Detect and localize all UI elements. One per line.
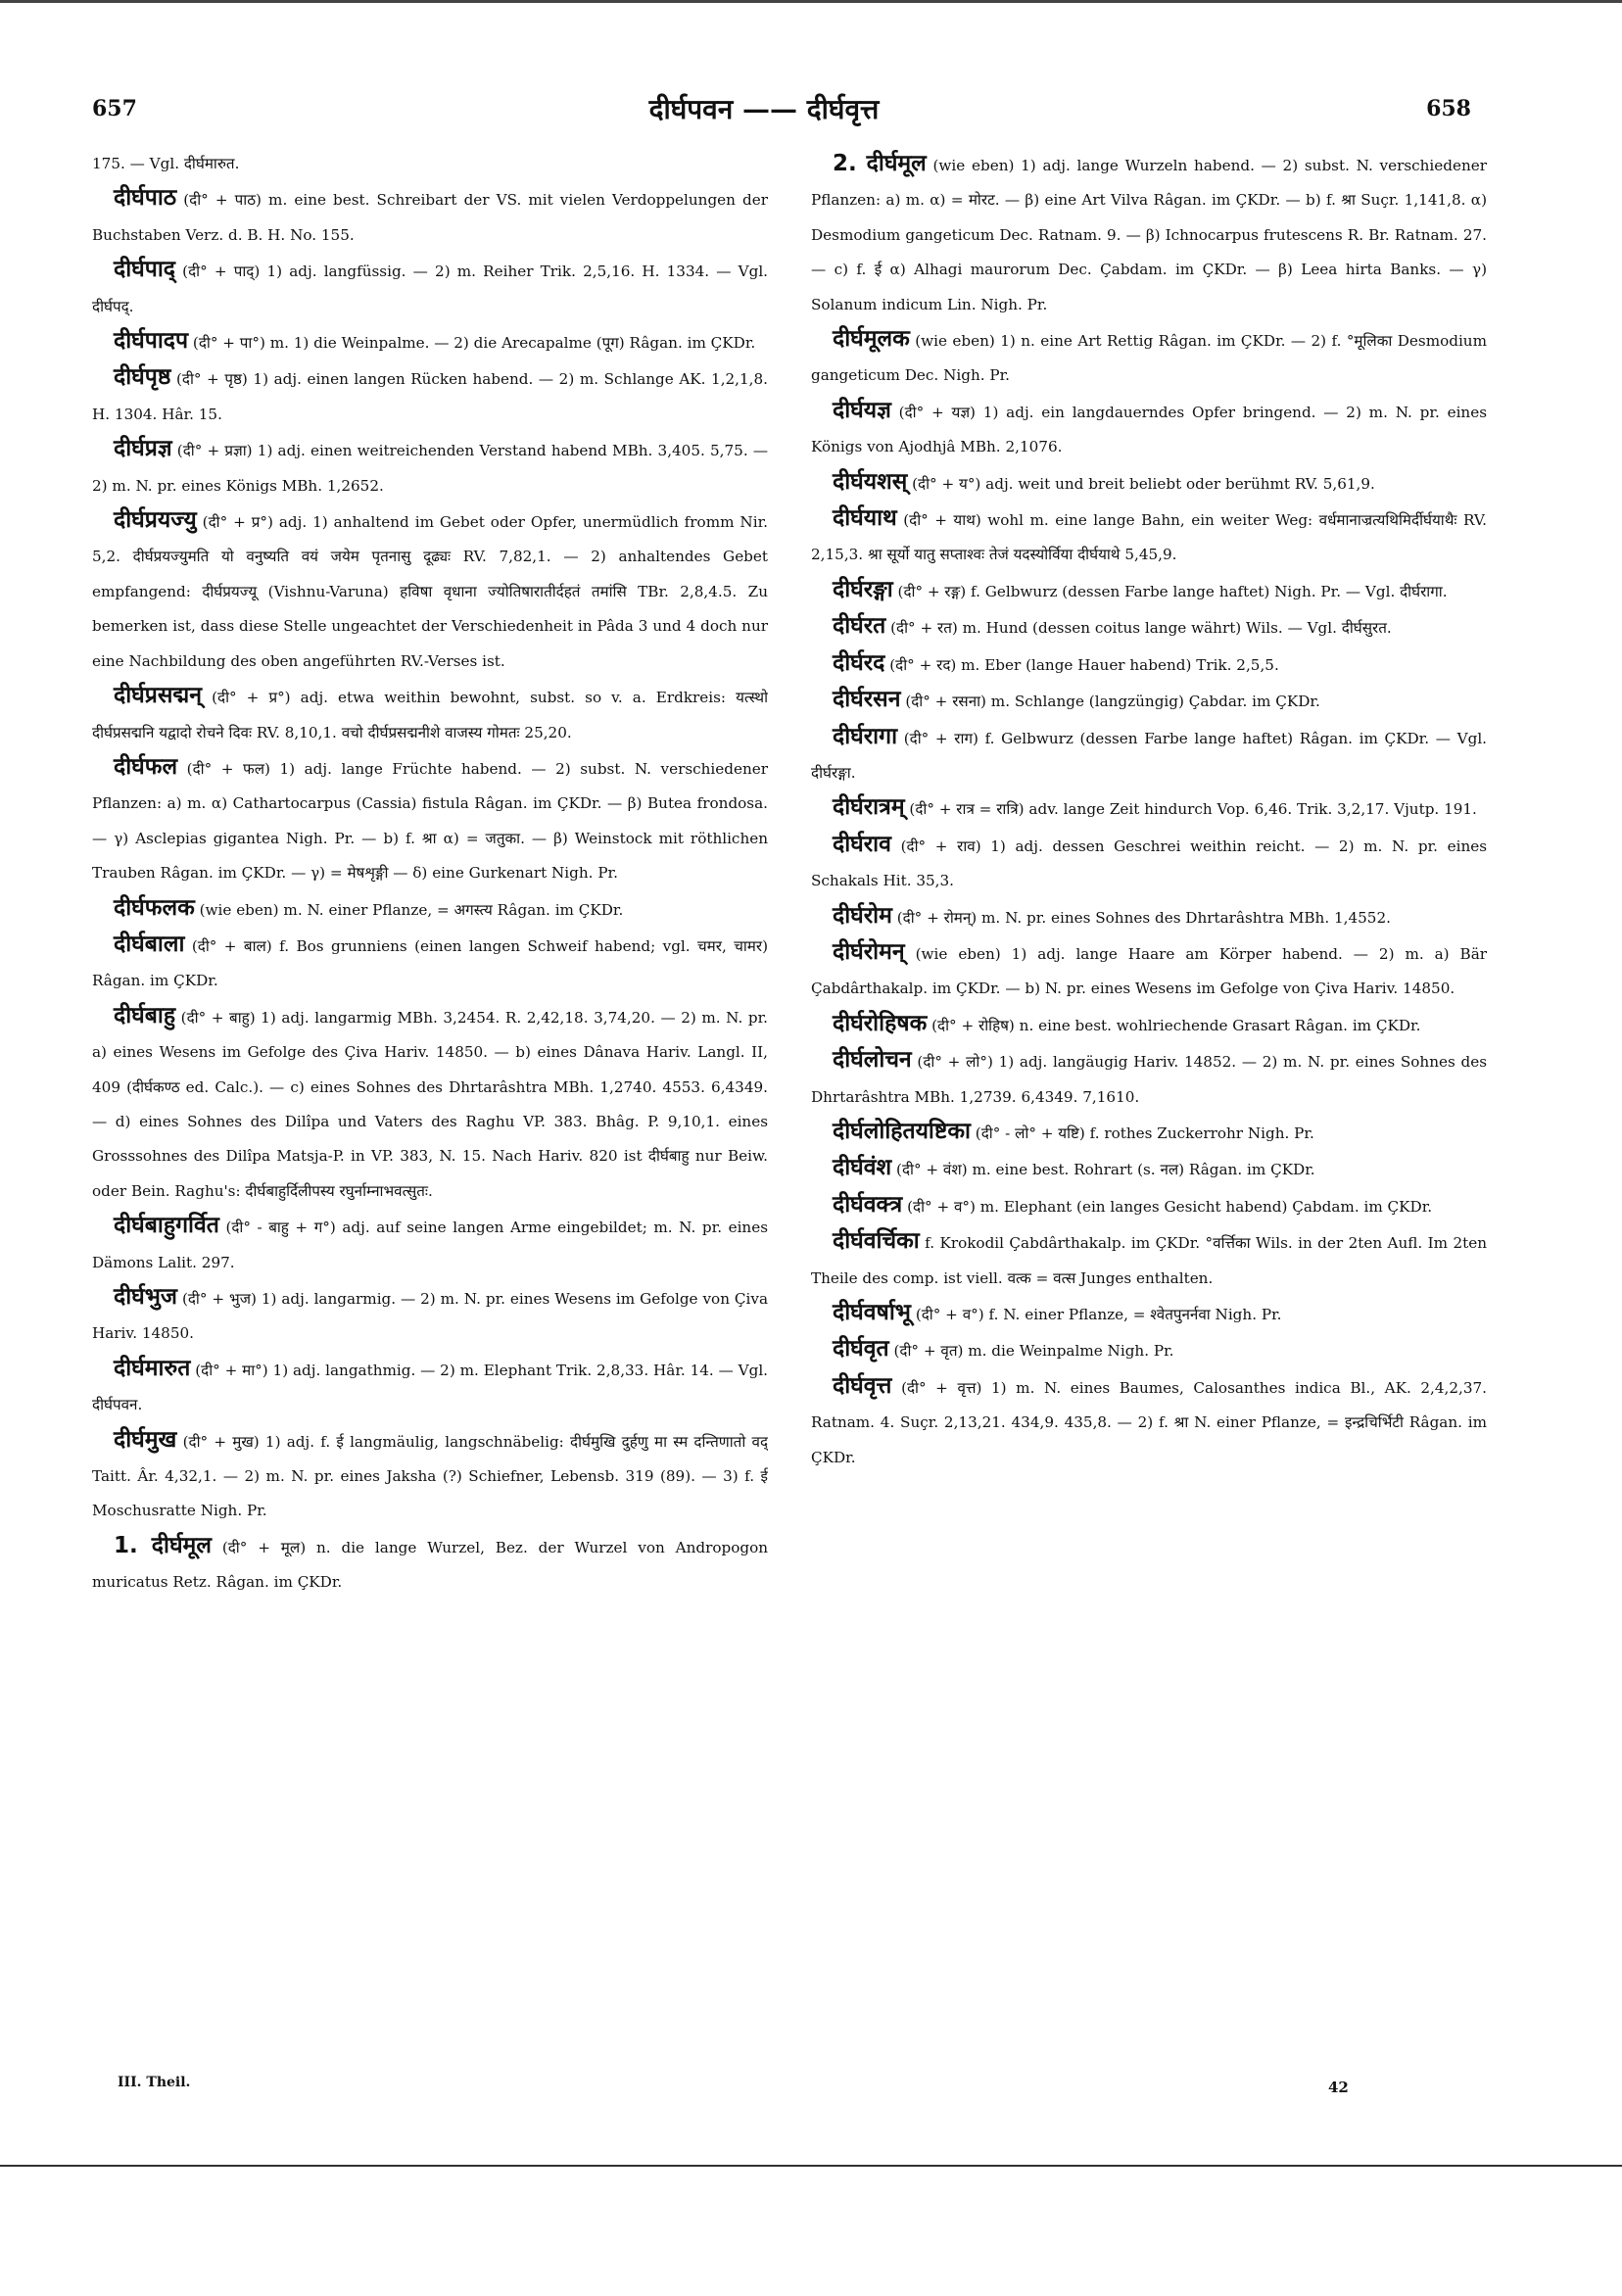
entry-headword: दीर्घरोहिषक <box>833 1010 928 1036</box>
entry-text: (दी° + व°) f. N. einer Pflanze, = श्वेतपुनर्नवा Nigh. Pr. <box>915 1306 1282 1323</box>
running-header: दीर्घपवन —— दीर्घवृत्त <box>648 93 880 125</box>
dictionary-entry <box>92 1423 768 1529</box>
entry-text: f. Krokodil Çabdârthakalp. im ÇKDr. °वर्त्तिका Wils. in der 2ten Aufl. Im 2ten Theile des comp. ist viell. वत्क = वत्स Junges enthalten. <box>811 1234 1487 1287</box>
entry-headword: दीर्घपाद् <box>114 257 175 283</box>
entry-text: (दी° - लो° + यष्टि) f. rothes Zuckerrohr Nigh. Pr. <box>975 1124 1314 1142</box>
entry-text: (दी° + रात्र = रात्रि) adv. lange Zeit hindurch Vop. 6,46. Trik. 3,2,17. Vjutp. 191. <box>909 800 1477 819</box>
entry-text: (दी° + वंश) m. eine best. Rohrart (s. नल) Râgan. im ÇKDr. <box>896 1161 1315 1179</box>
dictionary-entry <box>92 432 768 503</box>
entry-headword: दीर्घवर्चिका <box>833 1228 920 1255</box>
dictionary-entry <box>811 1151 1487 1187</box>
entry-headword: दीर्घराव <box>833 831 891 857</box>
entry-headword: दीर्घफलक <box>114 894 195 921</box>
dictionary-entry <box>811 573 1487 609</box>
right-page-number: 658 <box>1426 96 1471 121</box>
entry-headword: दीर्घवृत्त <box>833 1372 892 1399</box>
entry-headword: दीर्घलोचन <box>833 1047 912 1074</box>
entry-headword: दीर्घबाहुगर्वित <box>114 1213 219 1239</box>
dictionary-entry <box>811 935 1487 1007</box>
left-page-number: 657 <box>92 96 137 121</box>
entry-headword: दीर्घयाथ <box>833 505 897 532</box>
entry-text: (दी° + प्र°) adj. 1) anhaltend im Gebet oder Opfer, unermüdlich fromm Nir. 5,2. दीर्घप्रयज्युमति यो वनुष्यति वयं जयेम पृतनासु दूढ्यः RV. 7,82,1. — 2) anhaltendes Gebet empfangend: दीर्घप्रयज्यू (Vishnu-Varuna) हविषा वृधाना ज्योतिषारातीर्दहतं तमांसि TBr. 2,8,4.5. Zu bemerken ist, dass diese Stelle ungeachtet der Verschiedenheit in Pâda 3 und 4 doch nur eine Nachbildung des oben angeführten RV.-Verses ist. <box>92 513 768 670</box>
dictionary-entry <box>92 1280 768 1352</box>
entry-headword: दीर्घरोमन् <box>833 938 905 965</box>
dictionary-entry <box>811 1115 1487 1151</box>
entry-headword: दीर्घप्रयज्यु <box>114 507 197 534</box>
entry-text: (दी° + पा°) m. 1) die Weinpalme. — 2) die Arecapalme (पूग) Râgan. im ÇKDr. <box>192 334 756 353</box>
dictionary-entry <box>811 790 1487 827</box>
entry-text: (दी° + रोमन्) m. N. pr. eines Sohnes des Dhrtarâshtra MBh. 1,4552. <box>896 908 1391 927</box>
entry-text: (दी° + याथ) wohl m. eine lange Bahn, ein weiter Weg: वर्धमानाज्रत्यथिमिर्दीर्घयाथैः RV. 2,15,3. श्रा सूर्यो यातु सप्ताश्वः तेजं यदस्योर्विया दीर्घयाथे 5,45,9. <box>811 511 1487 564</box>
dictionary-entry <box>811 609 1487 646</box>
dictionary-entry <box>92 181 768 253</box>
dictionary-entry <box>811 828 1487 899</box>
entry-headword: दीर्घबाहु <box>114 1002 176 1028</box>
dictionary-entry <box>811 683 1487 719</box>
entry-text: (दी° + य°) adj. weit und breit beliebt oder berühmt RV. 5,61,9. <box>912 474 1375 493</box>
entry-text: (wie eben) m. N. einer Pflanze, = अगस्त्य Râgan. im ÇKDr. <box>199 900 624 919</box>
entry-headword: दीर्घमुख <box>114 1426 177 1453</box>
entry-text: (दी° + रङ्ग) f. Gelbwurz (dessen Farbe lange haftet) Nigh. Pr. — Vgl. दीर्घरागा. <box>897 582 1448 600</box>
entry-text: (दी° + मा°) 1) adj. langathmig. — 2) m. Elephant Trik. 2,8,33. Hâr. 14. — Vgl. दीर्घपवन. <box>92 1361 768 1414</box>
dictionary-entry <box>92 928 768 999</box>
entry-text: (दी° + पाठ) m. eine best. Schreibart der VS. mit vielen Verdoppelungen der Buchstaben Verz. d. B. H. No. 155. <box>92 191 768 244</box>
entry-text: (दी° + वृत) m. die Weinpalme Nigh. Pr. <box>893 1342 1174 1361</box>
entry-headword: दीर्घरागा <box>833 723 898 749</box>
dictionary-entry <box>811 465 1487 502</box>
dictionary-entry <box>811 720 1487 791</box>
dictionary-entry <box>811 646 1487 683</box>
dictionary-entry <box>811 147 1487 322</box>
signature-mark: 42 <box>1328 2079 1349 2096</box>
dictionary-entry <box>811 502 1487 573</box>
entry-headword: दीर्घबाला <box>114 931 185 957</box>
entry-headword: दीर्घमूलक <box>833 326 910 353</box>
dictionary-entry <box>811 1043 1487 1115</box>
entry-headword: दीर्घरात्रम् <box>833 794 905 821</box>
entry-headword: दीर्घप्रज्ञ <box>114 436 172 462</box>
entry-headword: दीर्घप्रसद्मन् <box>114 683 203 709</box>
entry-text: (दी° + राग) f. Gelbwurz (dessen Farbe lange haftet) Râgan. im ÇKDr. — Vgl. दीर्घरङ्गा. <box>811 729 1487 782</box>
entry-text: (दी° + पृष्ठ) 1) adj. einen langen Rücken habend. — 2) m. Schlange AK. 1,2,1,8. H. 1304. Hâr. 15. <box>92 370 768 423</box>
entry-text: (दी° + मुख) 1) adj. f. ई langmäulig, langschnäbelig: दीर्घमुखि दुर्हणु मा स्म दन्तिणातो वद् Taitt. Âr. 4,32,1. — 2) m. N. pr. eines Jaksha (?) Schiefner, Lebensb. 319 (89). — 3) f. ई Moschusratte Nigh. Pr. <box>92 1432 768 1520</box>
entry-headword: दीर्घयज्ञ <box>833 397 891 423</box>
entry-text: (दी° + प्रज्ञा) 1) adj. einen weitreichenden Verstand habend MBh. 3,405. 5,75. — 2) m. N. pr. eines Königs MBh. 1,2652. <box>92 442 768 495</box>
entry-headword: दीर्घरङ्गा <box>833 576 893 602</box>
entry-headword: 2. दीर्घमूल <box>833 151 927 176</box>
dictionary-entry <box>811 1007 1487 1043</box>
dictionary-entry <box>92 1209 768 1280</box>
left-column <box>92 147 768 2067</box>
entry-text: (दी° - बाहु + ग°) adj. auf seine langen Arme eingebildet; m. N. pr. eines Dämons Lalit. 297. <box>92 1219 768 1271</box>
dictionary-entry <box>811 1332 1487 1368</box>
dictionary-entry <box>92 1529 768 1601</box>
entry-headword: दीर्घवक्त्र <box>833 1191 903 1218</box>
dictionary-entry <box>92 679 768 750</box>
entry-headword: दीर्घरद <box>833 649 885 676</box>
entry-text: (दी° + वृत्त) 1) m. N. eines Baumes, Calosanthes indica Bl., AK. 2,4,2,37. Ratnam. 4. Suçr. 2,13,21. 434,9. 435,8. — 2) f. श्रा N. einer Pflanze, = इन्द्रचिर्भिटी Râgan. im ÇKDr. <box>811 1378 1487 1466</box>
entry-headword: दीर्घपाठ <box>114 185 177 212</box>
entry-text: (दी° + रसना) m. Schlange (langzüngig) Çabdar. im ÇKDr. <box>905 693 1320 711</box>
dictionary-entry <box>92 891 768 928</box>
dictionary-entry <box>811 1188 1487 1224</box>
dictionary-entry <box>92 324 768 360</box>
entry-headword: दीर्घवृत <box>833 1336 889 1363</box>
dictionary-entry <box>92 253 768 324</box>
entry-text: (दी° + प्र°) adj. etwa weithin bewohnt, subst. so v. a. Erdkreis: यत्स्थो दीर्घप्रसद्मनि यद्वादो रोचने दिवः RV. 8,10,1. वचो दीर्घप्रसद्मनीशे वाजस्य गोमतः 25,20. <box>92 689 768 741</box>
entry-text: (दी° + रद) m. Eber (lange Hauer habend) Trik. 2,5,5. <box>889 655 1279 674</box>
dictionary-entry <box>811 1369 1487 1475</box>
entry-text: (दी° + बाहु) 1) adj. langarmig MBh. 3,2454. R. 2,42,18. 3,74,20. — 2) m. N. pr. a) eines Wesens im Gefolge des Çiva Hariv. 14850. — b) eines Dânava Hariv. Langl. II, 409 (दीर्घकण्ठ ed. Calc.). — c) eines Sohnes des Dhrtarâshtra MBh. 1,2740. 4553. 6,4349. — d) eines Sohnes des Dilîpa und Vaters des Raghu VP. 383. Bhâg. P. 9,10,1. eines Grosssohnes des Dilîpa Matsja-P. in VP. 383, N. 15. Nach Hariv. 820 ist दीर्घबाहु nur Beiw. oder Bein. Raghu's: दीर्घबाहुर्दिलीपस्य रघुर्नाम्नाभवत्सुतः. <box>92 1008 768 1200</box>
entry-text: (wie eben) 1) adj. lange Haare am Körper habend. — 2) m. a) Bär Çabdârthakalp. im ÇKDr. — b) N. pr. eines Wesens im Gefolge von Çiva Hariv. 14850. <box>811 944 1487 998</box>
entry-headword: दीर्घवंश <box>833 1155 892 1181</box>
entry-text: (दी° + मूल) n. die lange Wurzel, Bez. der Wurzel von Andropogon muricatus Retz. Râgan. im ÇKDr. <box>92 1538 768 1592</box>
entry-text: (दी° + बाल) f. Bos grunniens (einen langen Schweif habend; vgl. चमर, चामर) Râgan. im ÇKDr. <box>92 936 768 990</box>
dictionary-entry <box>92 147 768 181</box>
dictionary-entry <box>811 1296 1487 1332</box>
entry-text: (दी° + रोहिष) n. eine best. wohlriechende Grasart Râgan. im ÇKDr. <box>931 1016 1421 1034</box>
entry-headword: दीर्घमारुत <box>114 1355 191 1381</box>
dictionary-entry <box>92 360 768 432</box>
entry-text: (दी° + भुज) 1) adj. langarmig. — 2) m. N. pr. eines Wesens im Gefolge von Çiva Hariv. 14850. <box>92 1290 768 1343</box>
entry-headword: दीर्घफल <box>114 753 178 780</box>
entry-text: 175. — Vgl. दीर्घमारुत. <box>92 155 240 172</box>
entry-headword: दीर्घवर्षाभू <box>833 1300 911 1325</box>
entry-text: (दी° + फल) 1) adj. lange Früchte habend. — 2) subst. N. verschiedener Pflanzen: a) m. α) Cathartocarpus (Cassia) fistula Râgan. im ÇKDr. — β) Butea frondosa. — γ) Asclepias gigantea Nigh. Pr. — b) f. श्रा α) = जतुका. — β) Weinstock mit röthlichen Trauben Râgan. im ÇKDr. — γ) = मेषशृङ्गी — δ) eine Gurkenart Nigh. Pr. <box>92 759 768 883</box>
top-rule <box>0 0 1622 3</box>
entry-text: (दी° + यज्ञ) 1) adj. ein langdauerndes Opfer bringend. — 2) m. N. pr. eines Königs von Ajodhjâ MBh. 2,1076. <box>811 403 1487 456</box>
entry-text: (दी° + पाद्) 1) adj. langfüssig. — 2) m. Reiher Trik. 2,5,16. H. 1334. — Vgl. दीर्घपद्. <box>92 263 768 315</box>
entry-text: (wie eben) 1) n. eine Art Rettig Râgan. im ÇKDr. — 2) f. °मूलिका Desmodium gangeticum Dec. Nigh. Pr. <box>811 332 1487 385</box>
dictionary-entry <box>92 999 768 1209</box>
entry-headword: दीर्घलोहितयष्टिका <box>833 1118 971 1144</box>
entry-headword: दीर्घभुज <box>114 1284 177 1310</box>
volume-label: III. Theil. <box>118 2075 191 2090</box>
entry-headword: दीर्घपृष्ठ <box>114 364 171 391</box>
dictionary-entry <box>92 503 768 679</box>
dictionary-entry <box>92 1352 768 1423</box>
entry-headword: दीर्घरसन <box>833 687 901 713</box>
dictionary-entry <box>811 394 1487 465</box>
entry-headword: दीर्घरत <box>833 613 886 640</box>
dictionary-entry <box>92 750 768 891</box>
entry-text: (wie eben) 1) adj. lange Wurzeln habend. — 2) subst. N. verschiedener Pflanzen: a) m. α) = मोरट. — β) eine Art Vilva Râgan. im ÇKDr. — b) f. श्रा Suçr. 1,141,8. α) Desmodium gangeticum Dec. Ratnam. 9. — β) Ichnocarpus frutescens R. Br. Ratnam. 27. — c) f. ई α) Alhagi maurorum Dec. Çabdam. im ÇKDr. — β) Leea hirta Banks. — γ) Solanum indicum Lin. Nigh. Pr. <box>811 157 1487 313</box>
bottom-rule <box>0 2165 1622 2167</box>
entry-text: (दी° + व°) m. Elephant (ein langes Gesicht habend) Çabdam. im ÇKDr. <box>907 1197 1433 1216</box>
entry-text: (दी° + रत) m. Hund (dessen coitus lange währt) Wils. — Vgl. दीर्घसुरत. <box>890 619 1392 638</box>
entry-text: (दी° + लो°) 1) adj. langäugig Hariv. 14852. — 2) m. N. pr. eines Sohnes des Dhrtarâshtra MBh. 1,2739. 6,4349. 7,1610. <box>811 1053 1487 1106</box>
entry-headword: दीर्घयशस् <box>833 468 908 495</box>
entry-headword: दीर्घपादप <box>114 328 189 355</box>
dictionary-entry <box>811 899 1487 935</box>
right-column <box>811 147 1487 2067</box>
entry-headword: दीर्घरोम <box>833 902 892 929</box>
dictionary-entry <box>811 1224 1487 1296</box>
entry-text: (दी° + राव) 1) adj. dessen Geschrei weithin reicht. — 2) m. N. pr. eines Schakals Hit. 35,3. <box>811 837 1487 890</box>
entry-headword: 1. दीर्घमूल <box>114 1532 212 1558</box>
dictionary-entry <box>811 322 1487 394</box>
